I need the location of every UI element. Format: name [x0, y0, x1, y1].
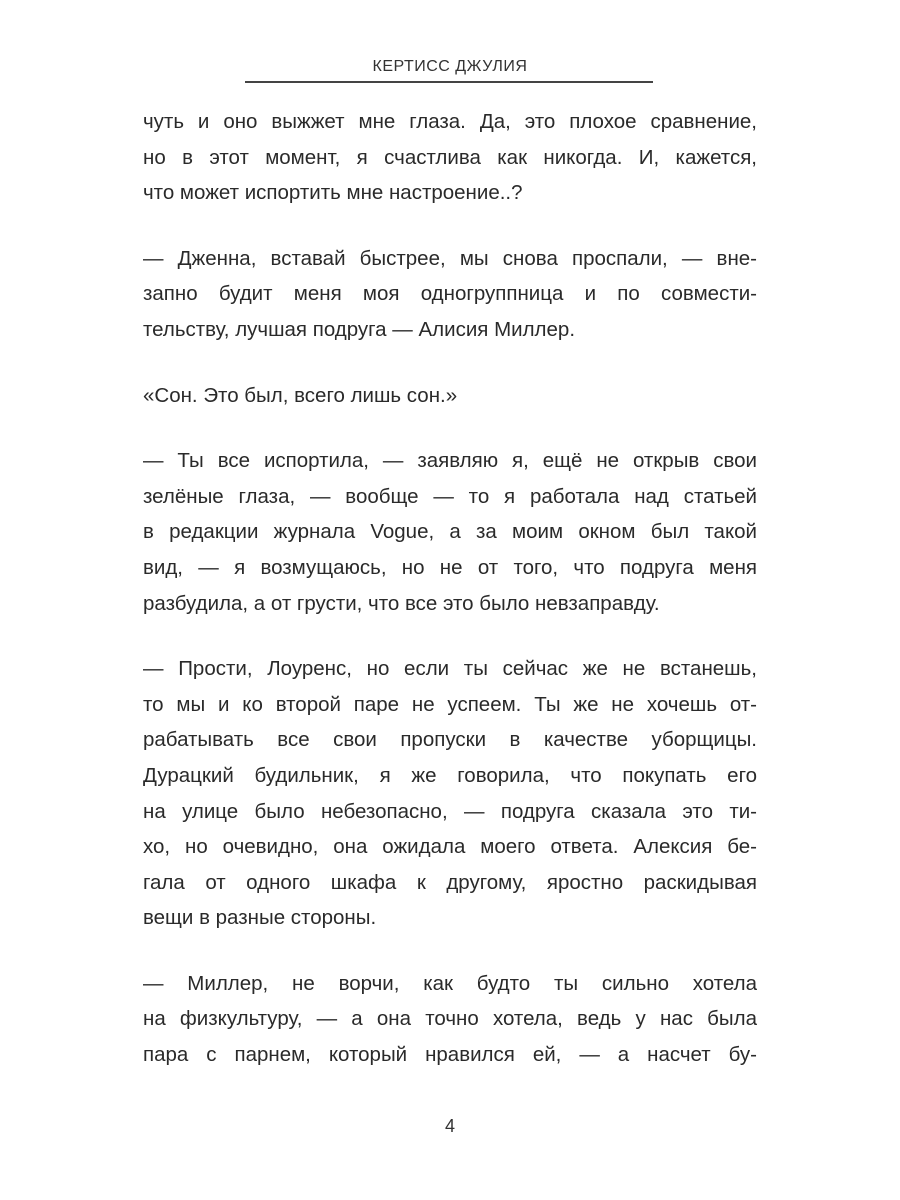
- running-header-author: КЕРТИСС ДЖУЛИЯ: [372, 58, 528, 75]
- text-line: Дурацкий будильник, я же говорила, что покупать его: [143, 763, 757, 787]
- text-line: зелёные глаза, — вообще — то я работала над статьей: [143, 484, 757, 508]
- text-line: — Дженна, вставай быстрее, мы снова проспали, — вне-: [143, 246, 757, 270]
- text-line: гала от одного шкафа к другому, яростно раскидывая: [143, 870, 757, 894]
- text-line: пара с парнем, который нравился ей, — а насчет бу-: [143, 1043, 757, 1067]
- paragraph: [143, 651, 757, 936]
- text-line: — Прости, Лоуренс, но если ты сейчас же не встанешь,: [143, 657, 757, 681]
- text-line: чуть и оно выжжет мне глаза. Да, это плохое сравнение,: [143, 110, 757, 133]
- text-line: на физкультуру, — а она точно хотела, ведь у нас была: [143, 1007, 757, 1031]
- text-line: что может испортить мне настроение..?: [143, 181, 523, 205]
- text-line: рабатывать все свои пропуски в качестве уборщицы.: [143, 728, 757, 752]
- text-line: — Ты все испортила, — заявляю я, ещё не открыв свои: [143, 449, 757, 473]
- text-line: запно будит меня моя одногруппница и по совмести-: [143, 282, 757, 306]
- text-line: на улице было небезопасно, — подруга сказала это ти-: [143, 799, 757, 823]
- text-line: — Миллер, не ворчи, как будто ты сильно хотела: [143, 971, 757, 995]
- text-line: то мы и ко второй паре не успеем. Ты же не хочешь от-: [143, 692, 757, 716]
- text-line: вид, — я возмущаюсь, но не от того, что подруга меня: [143, 555, 757, 579]
- paragraph: [143, 378, 757, 414]
- paragraph: [143, 241, 757, 348]
- text-line: вещи в разные стороны.: [143, 906, 377, 930]
- text-line: но в этот момент, я счастлива как никогда. И, кажется,: [143, 145, 757, 169]
- text-line: разбудила, а от грусти, что все это было невзаправду.: [143, 591, 660, 615]
- page-body: [143, 104, 757, 1103]
- text-line: тельству, лучшая подруга — Алисия Миллер.: [143, 317, 576, 341]
- paragraph: [143, 104, 757, 211]
- text-line: «Сон. Это был, всего лишь сон.»: [143, 383, 458, 407]
- paragraph: [143, 966, 757, 1073]
- text-line: хо, но очевидно, она ожидала моего ответа. Алексия бе-: [143, 835, 757, 859]
- paragraph: [143, 443, 757, 621]
- text-line: в редакции журнала Vogue, а за моим окном был такой: [143, 520, 757, 544]
- page-number: 4: [444, 1116, 455, 1136]
- header-rule: [245, 81, 653, 83]
